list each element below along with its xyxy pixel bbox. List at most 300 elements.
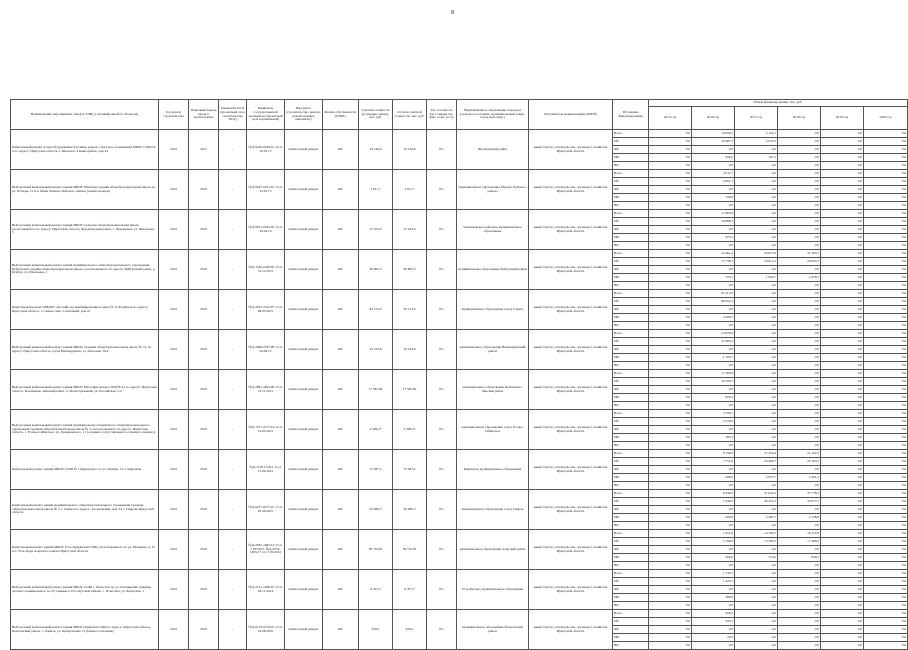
cell-amount: 8 159,6 — [692, 450, 735, 458]
cell-amount: 5 159,6 — [692, 538, 735, 546]
cell-amount: 21 224,4 — [778, 450, 821, 458]
cell-amount: 0,0 — [649, 282, 692, 290]
cell-amount: 0,0 — [735, 242, 778, 250]
cell-amount: 0,0 — [864, 458, 908, 466]
cell-amount: 0,0 — [692, 482, 735, 490]
cell-amount: 0,0 — [649, 218, 692, 226]
cell-amount: 1 193,7 — [692, 354, 735, 362]
cell-amount: 0,0 — [821, 346, 864, 354]
cell-amount: 0,0 — [864, 362, 908, 370]
cell-amount: 0,0 — [735, 634, 778, 642]
cell-source: ОБ — [613, 418, 649, 426]
cell-amount: 0,0 — [821, 538, 864, 546]
cell-amount: 0,0 — [864, 370, 908, 378]
cell-amount: 0,0 — [778, 610, 821, 618]
cell-remaining: 6 457,5 — [393, 570, 427, 610]
cell-amount: 0,0 — [735, 146, 778, 154]
cell-amount: 0,0 — [864, 490, 908, 498]
cell-amount: 0,0 — [735, 402, 778, 410]
cell-amount: 0,0 — [778, 330, 821, 338]
cell-amount: 0,0 — [735, 410, 778, 418]
cell-amount: 0,0 — [778, 394, 821, 402]
cell-amount: 0,0 — [821, 306, 864, 314]
cell-amount: 0,0 — [735, 378, 778, 386]
cell-amount: 0,0 — [821, 410, 864, 418]
cell-amount: 0,0 — [821, 362, 864, 370]
cell-amount: 0,0 — [864, 418, 908, 426]
cell-year-end: 2018 — [189, 250, 219, 290]
cell-amount: 0,0 — [778, 578, 821, 586]
header-year: 2016 год — [692, 107, 735, 130]
cell-amount: 0,0 — [735, 322, 778, 330]
cell-name: Капитальный ремонт здания МКОУ СОШ № 1 Киренского по ул. Ленина, 5 в г. Киренске — [11, 450, 159, 490]
cell-amount: 3 519,6 — [692, 418, 735, 426]
cell-amount: 0,0 — [864, 498, 908, 506]
cell-amount: 0,0 — [864, 586, 908, 594]
cell-amount: 0,0 — [864, 378, 908, 386]
cell-ownership: МС — [323, 450, 359, 490]
cell-ownership: МС — [323, 130, 359, 170]
cell-amount: 0,0 — [778, 586, 821, 594]
cell-amount: 0,0 — [735, 418, 778, 426]
cell-work-type: капитальный ремонт — [285, 570, 323, 610]
cell-amount: 0,0 — [778, 354, 821, 362]
cell-name: Выборочный капитальный ремонт здания МБОУ Сельская общеобразовательная школа, расположенного по адресу: Иркутская область, Черемховский район, с. Черемушка, ул. Школьная, 5 — [11, 210, 159, 250]
cell-amount: 0,0 — [735, 178, 778, 186]
cell-amount: 0,0 — [821, 234, 864, 242]
cell-amount: 185,3 — [692, 434, 735, 442]
cell-amount: 0,0 — [821, 186, 864, 194]
cell-amount: 0,0 — [864, 394, 908, 402]
cell-amount: 0,0 — [778, 466, 821, 474]
page-number: 8 — [451, 10, 454, 16]
cell-source: ОБ — [613, 218, 649, 226]
cell-amount: 0,0 — [735, 562, 778, 570]
cell-amount: 0,0 — [735, 226, 778, 234]
cell-source: ВИ — [613, 562, 649, 570]
cell-amount: 0,0 — [821, 162, 864, 170]
cell-amount: 0,0 — [821, 474, 864, 482]
cell-year-start: 2016 — [159, 210, 189, 250]
cell-amount: 0,0 — [692, 562, 735, 570]
cell-psd: - — [219, 370, 247, 410]
cell-amount: 0,0 — [864, 450, 908, 458]
cell-remaining: 39 716,95 — [393, 530, 427, 570]
cell-source: Всего — [613, 370, 649, 378]
table-row — [11, 170, 908, 178]
cell-name: Выборочный капитальный ремонт здания МБОУ Одинская СОШ по адресу: Иркутская область, Балаганский район, с. Одинск, ул. Центральная 13 (замена отопления) — [11, 610, 159, 650]
cell-amount: 0,0 — [735, 586, 778, 594]
funding-table — [10, 99, 908, 650]
cell-executor: министерство строительства, дорожного хозяйства Иркутской области — [529, 570, 613, 610]
cell-amount: 0,0 — [735, 186, 778, 194]
cell-name: Выборочный капитальный ремонт здания муниципального общеобразовательного учреждения Куйтунская средняя общеобразовательная школа, расположенного по адресу: Куйтунский район, р. Куйтун, ул. Школьная, 1 — [11, 250, 159, 290]
cell-remaining: 3 011,7 — [393, 170, 427, 210]
cell-amount: 1 678,2 — [778, 274, 821, 282]
cell-expertise: №Д-2801-2824/06 15 от 25.11.2015 — [247, 370, 285, 410]
cell-amount: 0,0 — [778, 154, 821, 162]
cell-amount: 0,0 — [864, 506, 908, 514]
cell-amount: 0,0 — [735, 642, 778, 650]
cell-amount: 0,0 — [692, 586, 735, 594]
cell-ownership: МС — [323, 330, 359, 370]
cell-year-start: 2016 — [159, 570, 189, 610]
cell-amount: 0,0 — [735, 442, 778, 450]
cell-amount: 19 659,3 — [692, 130, 735, 138]
cell-amount: 0,0 — [649, 482, 692, 490]
cell-amount: 0,0 — [821, 634, 864, 642]
cell-amount: 0,0 — [864, 578, 908, 586]
cell-amount: 458,2 — [692, 610, 735, 618]
cell-amount: 0,0 — [864, 154, 908, 162]
cell-amount: 0,0 — [821, 458, 864, 466]
cell-amount: 0,0 — [864, 290, 908, 298]
table-row — [11, 490, 908, 498]
cell-amount: 0,0 — [649, 210, 692, 218]
cell-year-end: 2018 — [189, 450, 219, 490]
cell-amount: 0,0 — [864, 210, 908, 218]
cell-source: МБ — [613, 434, 649, 442]
cell-ownership: МС — [323, 290, 359, 330]
cell-amount: 0,0 — [649, 530, 692, 538]
cell-amount: 0,0 — [778, 186, 821, 194]
cell-cost: 85 213,0 — [359, 290, 393, 330]
cell-amount: 0,0 — [821, 330, 864, 338]
cell-source: ОБ — [613, 458, 649, 466]
cell-amount: 0,0 — [778, 426, 821, 434]
cell-amount: 0,0 — [735, 506, 778, 514]
cell-amount: 0,0 — [735, 626, 778, 634]
cell-amount: 0,0 — [778, 418, 821, 426]
cell-amount: 0,0 — [821, 602, 864, 610]
cell-amount: 0,0 — [692, 226, 735, 234]
cell-amount: 0,0 — [821, 642, 864, 650]
cell-amount: 0,0 — [821, 370, 864, 378]
cell-expertise: №Д-2141-1940/01 15 от 06.11.2014 — [247, 570, 285, 610]
cell-amount: 0,0 — [778, 170, 821, 178]
cell-source: Всего — [613, 610, 649, 618]
cell-source: ФБ — [613, 426, 649, 434]
cell-amount: 0,0 — [778, 362, 821, 370]
table-row — [11, 330, 908, 338]
cell-expertise: №Д-0170-0170/01 15 от 19.08.2016 — [247, 610, 285, 650]
cell-amount: 0,0 — [864, 626, 908, 634]
cell-amount: 150,6 — [692, 194, 735, 202]
cell-ownership: МС — [323, 170, 359, 210]
cell-amount: 0,0 — [864, 474, 908, 482]
table-header — [11, 100, 908, 130]
cell-amount: 0,0 — [735, 354, 778, 362]
cell-amount: 0,0 — [649, 274, 692, 282]
cell-amount: 0,0 — [649, 234, 692, 242]
cell-amount: 13 395,5 — [735, 538, 778, 546]
cell-amount: 656,2 — [778, 554, 821, 562]
cell-amount: 0,0 — [649, 634, 692, 642]
cell-amount: 0,0 — [864, 354, 908, 362]
cell-psd: - — [219, 250, 247, 290]
cell-amount: 0,0 — [735, 210, 778, 218]
cell-source: ОБ — [613, 298, 649, 306]
cell-source: ВИ — [613, 242, 649, 250]
cell-year-start: 2016 — [159, 370, 189, 410]
cell-amount: 0,0 — [649, 354, 692, 362]
cell-amount: 0,0 — [821, 594, 864, 602]
cell-readiness: 0% — [427, 250, 457, 290]
cell-amount: 879,3 — [692, 394, 735, 402]
cell-remaining: 75 387,2 — [393, 450, 427, 490]
cell-amount: 0,0 — [649, 442, 692, 450]
cell-source: ФБ — [613, 626, 649, 634]
cell-amount: 0,0 — [864, 322, 908, 330]
cell-amount: 0,0 — [821, 194, 864, 202]
cell-readiness: 0% — [427, 290, 457, 330]
cell-amount: 0,0 — [821, 506, 864, 514]
cell-source: МБ — [613, 314, 649, 322]
cell-amount: 0,0 — [778, 338, 821, 346]
cell-amount: 0,0 — [778, 298, 821, 306]
cell-amount: 22,9 — [692, 634, 735, 642]
cell-amount: 0,0 — [864, 330, 908, 338]
cell-psd: - — [219, 410, 247, 450]
cell-amount: 0,0 — [778, 290, 821, 298]
cell-ownership: МС — [323, 410, 359, 450]
cell-amount: 289,0 — [692, 594, 735, 602]
cell-amount: 0,0 — [649, 322, 692, 330]
cell-amount: 0,0 — [735, 346, 778, 354]
cell-amount: 0,0 — [821, 210, 864, 218]
cell-amount: 0,0 — [649, 602, 692, 610]
cell-amount: 2 037,9 — [735, 138, 778, 146]
cell-amount: 0,0 — [864, 610, 908, 618]
cell-amount: 0,0 — [821, 378, 864, 386]
cell-amount: 17 585,9 — [692, 370, 735, 378]
cell-executor: министерство строительства, дорожного хозяйства Иркутской области — [529, 210, 613, 250]
cell-amount: 0,0 — [649, 506, 692, 514]
cell-amount: 0,0 — [778, 146, 821, 154]
cell-cost: 25 224,8 — [359, 330, 393, 370]
cell-source: ОБ — [613, 178, 649, 186]
cell-amount: 0,0 — [864, 282, 908, 290]
cell-amount: 0,0 — [649, 458, 692, 466]
header-name: Наименование мероприятия, объекта, ПИР (с расшифровкой по объектам) — [11, 100, 159, 130]
cell-amount: 0,0 — [735, 362, 778, 370]
cell-amount: 14 461,4 — [692, 250, 735, 258]
cell-readiness: 0% — [427, 170, 457, 210]
header-year: 2015 год — [649, 107, 692, 130]
cell-amount: 0,0 — [821, 354, 864, 362]
cell-amount: 0,0 — [692, 306, 735, 314]
cell-name: Капитальный ремонт здания муниципального общеобразовательного учреждения Средняя общеобразовательная школа № 3, г. Свирск по адресу: Хасановский, дом 2 в г. Свирске Иркутской области — [11, 490, 159, 530]
cell-amount: 0,0 — [649, 314, 692, 322]
cell-source: Всего — [613, 450, 649, 458]
cell-amount: 0,0 — [821, 586, 864, 594]
header-cost: Сметная стоимость (в текущих ценах), тыс. руб. — [359, 100, 393, 130]
cell-amount: 0,0 — [778, 306, 821, 314]
cell-expertise: №Д-0277-0277/01 15 от 05.09.2015 — [247, 490, 285, 530]
cell-remaining: 25 224,8 — [393, 330, 427, 370]
cell-amount: 400,0 — [692, 514, 735, 522]
cell-amount: 0,0 — [649, 394, 692, 402]
cell-amount: 0,0 — [778, 618, 821, 626]
cell-amount: 0,0 — [864, 138, 908, 146]
cell-amount: 13 738,3 — [692, 258, 735, 266]
cell-executor: министерство строительства, дорожного хозяйства Иркутской области — [529, 330, 613, 370]
cell-amount: 4 260,7 — [692, 314, 735, 322]
header-year: 2019 год — [821, 107, 864, 130]
cell-amount: 0,0 — [778, 242, 821, 250]
cell-amount: 0,0 — [735, 298, 778, 306]
cell-year-end: 2016 — [189, 290, 219, 330]
cell-psd: - — [219, 210, 247, 250]
cell-amount: 0,0 — [735, 202, 778, 210]
cell-amount: 0,0 — [778, 194, 821, 202]
cell-source: МБ — [613, 554, 649, 562]
cell-amount: 0,0 — [821, 202, 864, 210]
cell-amount: 0,0 — [649, 338, 692, 346]
cell-amount: 0,0 — [778, 234, 821, 242]
table-row — [11, 570, 908, 578]
cell-amount: 0,0 — [864, 402, 908, 410]
cell-amount: 0,0 — [864, 522, 908, 530]
cell-amount: 0,0 — [649, 370, 692, 378]
cell-amount: 0,0 — [778, 218, 821, 226]
cell-amount: 2 857,7 — [735, 474, 778, 482]
cell-amount: 0,0 — [778, 226, 821, 234]
cell-amount: 21 683,2 — [692, 338, 735, 346]
cell-psd: - — [219, 290, 247, 330]
cell-amount: 0,0 — [821, 554, 864, 562]
cell-amount: 0,0 — [735, 546, 778, 554]
cell-readiness: 0% — [427, 610, 457, 650]
cell-amount: 0,0 — [735, 594, 778, 602]
cell-amount: 31 363,5 — [778, 250, 821, 258]
cell-amount: 0,0 — [692, 466, 735, 474]
cell-psd: - — [219, 330, 247, 370]
cell-source: Всего — [613, 490, 649, 498]
header-source: Источники финансирования — [613, 100, 649, 130]
cell-amount: 0,0 — [692, 282, 735, 290]
cell-amount: 1 423,5 — [692, 578, 735, 586]
cell-amount: 0,0 — [778, 370, 821, 378]
cell-amount: 0,0 — [778, 602, 821, 610]
cell-year-start: 2016 — [159, 490, 189, 530]
cell-amount: 0,0 — [778, 178, 821, 186]
cell-amount: 0,0 — [692, 242, 735, 250]
cell-source: ФБ — [613, 266, 649, 274]
cell-source: МБ — [613, 234, 649, 242]
cell-amount: 0,0 — [821, 610, 864, 618]
cell-readiness: 0% — [427, 530, 457, 570]
cell-amount: 0,0 — [735, 386, 778, 394]
cell-amount: 0,0 — [821, 130, 864, 138]
cell-amount: 0,0 — [778, 594, 821, 602]
cell-psd: - — [219, 450, 247, 490]
cell-municipality: муниципальное образование Нижнеудинский район — [457, 330, 529, 370]
cell-year-start: 2016 — [159, 410, 189, 450]
cell-amount: 0,0 — [778, 162, 821, 170]
cell-work-type: капитальный ремонт — [285, 170, 323, 210]
cell-source: ОБ — [613, 138, 649, 146]
cell-source: ФБ — [613, 386, 649, 394]
cell-amount: 0,0 — [821, 482, 864, 490]
cell-source: ОБ — [613, 538, 649, 546]
cell-amount: 35 677,5 — [778, 498, 821, 506]
cell-executor: министерство строительства, дорожного хозяйства Иркутской области — [529, 490, 613, 530]
cell-amount: 0,0 — [821, 146, 864, 154]
cell-amount: 0,0 — [692, 186, 735, 194]
cell-cost: 95 086,3 — [359, 490, 393, 530]
cell-amount: 0,0 — [649, 178, 692, 186]
cell-amount: 0,0 — [649, 642, 692, 650]
cell-source: МБ — [613, 154, 649, 162]
cell-amount: 0,0 — [864, 386, 908, 394]
cell-cost: 6 457,5 — [359, 570, 393, 610]
cell-amount: 0,0 — [649, 490, 692, 498]
cell-amount: 0,0 — [649, 618, 692, 626]
cell-name: Выборочный капитальный ремонт здания МКОУ Мамская средняя общеобразовательная школа по ул. Победы, 10 в п. Мама Мамско-Чуйского района (замена кровли) — [11, 170, 159, 210]
cell-amount: 0,0 — [864, 602, 908, 610]
cell-amount: 16 706,7 — [692, 378, 735, 386]
cell-name: Капитальный ремонт МБДОУ Детский сад комбинированного вида № 15 Родничок по адресу: Иркутская область, г. Саянск, мкр. Солнечный, дом 21 — [11, 290, 159, 330]
cell-amount: 0,0 — [649, 154, 692, 162]
cell-amount: 0,0 — [821, 546, 864, 554]
cell-year-start: 2016 — [159, 130, 189, 170]
cell-year-start: 2016 — [159, 450, 189, 490]
cell-executor: министерство строительства, дорожного хозяйства Иркутской области — [529, 610, 613, 650]
cell-expertise: №Д-1329-0320/03 15 от 31.12.2015 — [247, 250, 285, 290]
table-row — [11, 530, 908, 538]
cell-source: ВИ — [613, 482, 649, 490]
header-year: 2020 год — [864, 107, 908, 130]
cell-amount: 0,0 — [864, 226, 908, 234]
cell-readiness: 0% — [427, 330, 457, 370]
cell-source: ОБ — [613, 578, 649, 586]
cell-executor: министерство строительства, дорожного хозяйства Иркутской области — [529, 410, 613, 450]
cell-source: ОБ — [613, 378, 649, 386]
cell-amount: 0,0 — [778, 202, 821, 210]
cell-amount: 0,0 — [821, 490, 864, 498]
cell-amount: 0,0 — [649, 138, 692, 146]
cell-cost: 17 585,99 — [359, 370, 393, 410]
cell-amount: 0,0 — [778, 322, 821, 330]
cell-source: Всего — [613, 290, 649, 298]
cell-amount: 2 145,1 — [735, 130, 778, 138]
cell-municipality: муниципальное образование Мамско-Чуйского района — [457, 170, 529, 210]
cell-amount: 710,0 — [735, 554, 778, 562]
cell-amount: 0,0 — [821, 514, 864, 522]
cell-amount: 0,0 — [864, 530, 908, 538]
cell-work-type: капитальный ремонт — [285, 450, 323, 490]
cell-amount: 0,0 — [692, 386, 735, 394]
cell-amount: 20 163,2 — [778, 458, 821, 466]
cell-amount: 0,0 — [735, 170, 778, 178]
cell-amount: 0,0 — [778, 210, 821, 218]
cell-amount: 0,0 — [649, 410, 692, 418]
cell-amount: 20 012,9 — [735, 250, 778, 258]
cell-cost: 19 146,6 — [359, 130, 393, 170]
cell-amount: 0,0 — [864, 514, 908, 522]
cell-amount: 0,0 — [864, 146, 908, 154]
cell-amount: 0,0 — [864, 298, 908, 306]
cell-source: МБ — [613, 354, 649, 362]
cell-amount: 0,0 — [778, 266, 821, 274]
cell-source: Всего — [613, 130, 649, 138]
cell-amount: 0,0 — [864, 634, 908, 642]
cell-work-type: капитальный ремонт — [285, 490, 323, 530]
cell-municipality: муниципальное образование Куйтунский район — [457, 250, 529, 290]
cell-amount: 0,0 — [821, 178, 864, 186]
cell-amount: 0,0 — [649, 170, 692, 178]
